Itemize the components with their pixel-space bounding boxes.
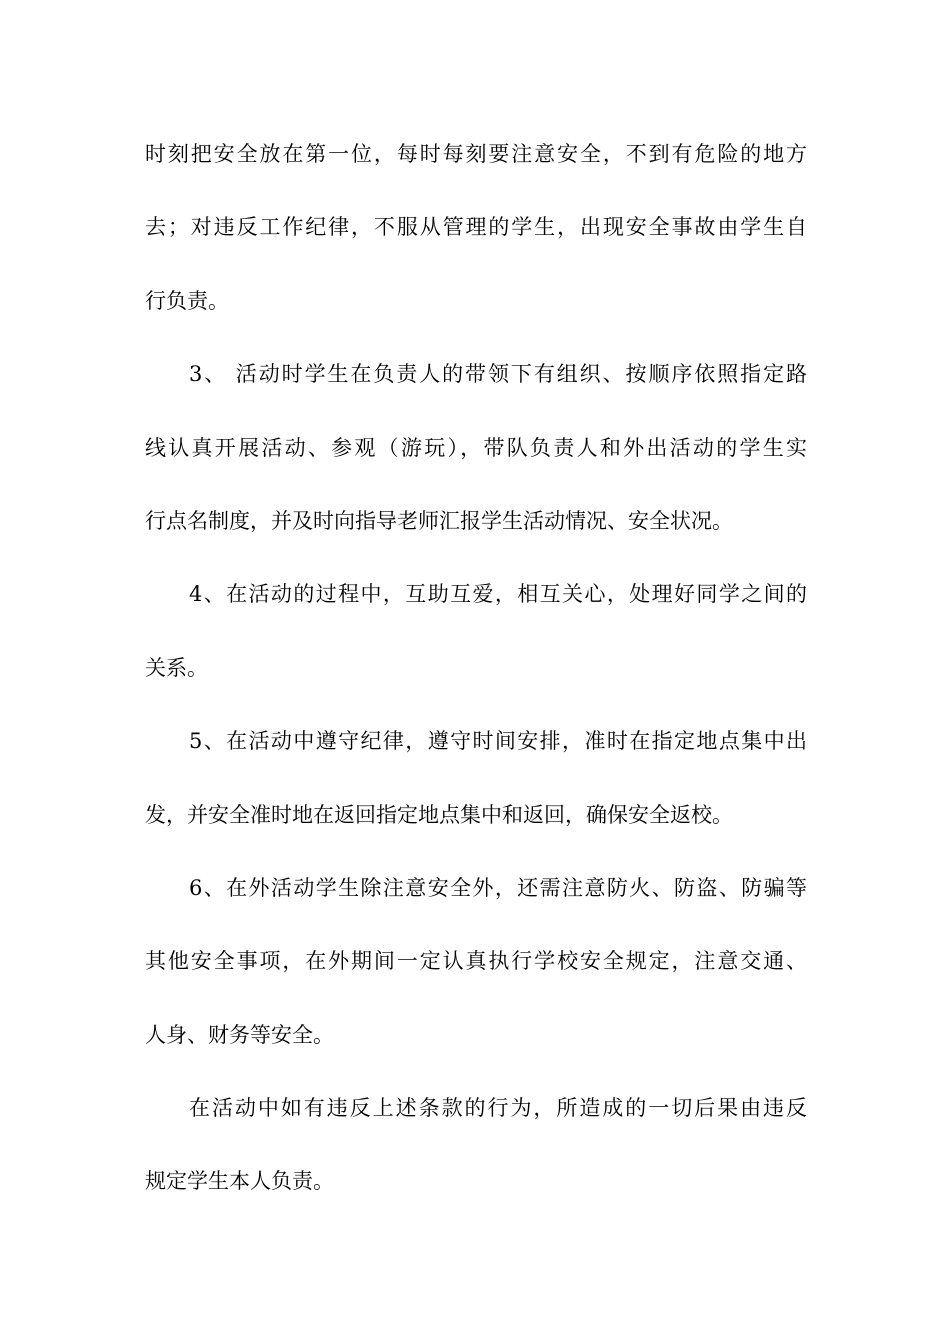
text-line: 其他安全事项，在外期间一定认真执行学校安全规定，注意交通、 xyxy=(145,949,807,974)
paragraph-5-line: 5、在活动中遵守纪律，遵守时间安排，准时在指定地点集中出 xyxy=(189,729,807,754)
text-line: 时刻把安全放在第一位，每时每刻要注意安全，不到有危险的地方 xyxy=(145,142,807,166)
text-line: 关系。 xyxy=(145,655,208,680)
closing-paragraph-line: 在活动中如有违反上述条款的行为，所造成的一切后果由违反 xyxy=(189,1096,807,1121)
text-line: 行点名制度，并及时向指导老师汇报学生活动情况、安全状况。 xyxy=(145,508,733,533)
text-line: 线认真开展活动、参观（游玩），带队负责人和外出活动的学生实 xyxy=(145,435,807,460)
paragraph-6-line: 6、在外活动学生除注意安全外，还需注意防火、防盗、防骗等 xyxy=(189,875,807,900)
paragraph-4-line: 4、在活动的过程中，互助互爱，相互关心，处理好同学之间的 xyxy=(189,582,807,607)
text-line: 人身、财务等安全。 xyxy=(145,1022,334,1047)
text-line: 发，并安全准时地在返回指定地点集中和返回，确保安全返校。 xyxy=(145,802,733,827)
text-line: 行负责。 xyxy=(145,288,229,313)
text-line: 规定学生本人负责。 xyxy=(145,1169,334,1194)
text-line: 去；对违反工作纪律，不服从管理的学生，出现安全事故由学生自 xyxy=(145,215,807,240)
document-body xyxy=(145,130,807,1231)
paragraph-3-line: 3、 活动时学生在负责人的带领下有组织、按顺序依照指定路 xyxy=(189,362,807,387)
